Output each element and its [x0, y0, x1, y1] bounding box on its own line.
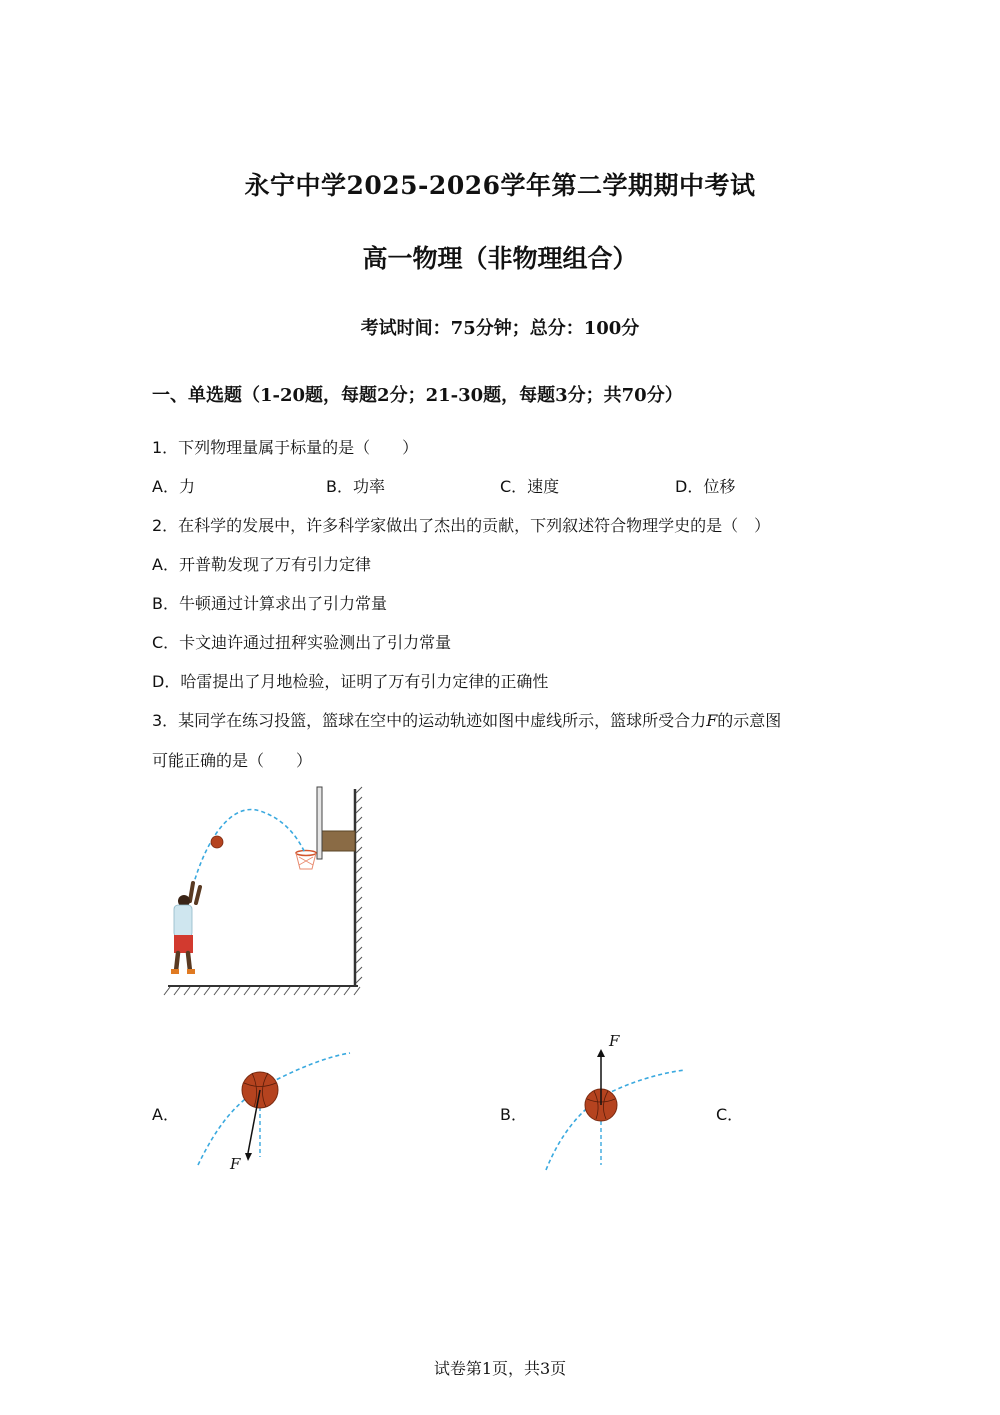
question-2-option-c: C．卡文迪许通过扭秤实验测出了引力常量 [152, 633, 452, 652]
question-3-option-a-label: A． [152, 1105, 179, 1124]
backboard-support [320, 831, 355, 851]
page-footer: 试卷第1页，共3页 [433, 1359, 567, 1378]
backboard [317, 787, 322, 859]
ball-trajectory [193, 810, 305, 886]
option-b-force-diagram [540, 1025, 700, 1180]
question-1-option-b: B．功率 [326, 477, 385, 496]
wall-hatching [356, 787, 362, 983]
question-3-option-b-label: B． [500, 1105, 527, 1124]
player-figure [171, 883, 200, 974]
question-3-stem-part1: 3．某同学在练习投篮，篮球在空中的运动轨迹如图中虚线所示，篮球所受合力 [152, 711, 707, 730]
section-heading: 一、单选题（1-20题，每题2分；21-30题，每题3分；共70分） [152, 385, 683, 406]
question-2-option-d: D．哈雷提出了月地检验，证明了万有引力定律的正确性 [152, 672, 549, 691]
basketball-scene-figure [160, 783, 370, 1003]
question-2-option-a: A．开普勒发现了万有引力定律 [152, 555, 371, 574]
exam-title: 永宁中学2025-2026学年第二学期期中考试 [244, 171, 756, 200]
question-3-option-c-label: C． [716, 1105, 744, 1124]
exam-subtitle: 高一物理（非物理组合） [362, 244, 638, 273]
force-arrowhead [245, 1153, 252, 1161]
question-2-option-b: B．牛顿通过计算求出了引力常量 [152, 594, 387, 613]
force-symbol: F [706, 711, 718, 730]
force-label: F [230, 1155, 241, 1173]
hoop-rim [296, 851, 316, 856]
question-3-stem-line2: 可能正确的是（ ） [152, 751, 313, 770]
force-arrowhead [597, 1049, 605, 1057]
basketball [211, 836, 223, 848]
ground-hatching [164, 987, 360, 995]
force-label: F [609, 1032, 620, 1050]
exam-info: 考试时间：75分钟；总分：100分 [360, 318, 640, 339]
hoop-net-mesh [299, 857, 313, 865]
trajectory-curve [198, 1053, 350, 1165]
question-1-option-c: C．速度 [500, 477, 560, 496]
option-a-force-diagram [190, 1045, 360, 1180]
trajectory-curve [546, 1070, 685, 1170]
question-2-stem: 2．在科学的发展中，许多科学家做出了杰出的贡献，下列叙述符合物理学史的是（ ） [152, 516, 771, 535]
question-3-stem-part2: 的示意图 [717, 711, 782, 730]
question-3-stem [152, 710, 781, 732]
question-1-option-d: D．位移 [675, 477, 736, 496]
question-1-option-a: A．力 [152, 477, 195, 496]
question-1-stem: 1．下列物理量属于标量的是（ ） [152, 438, 419, 457]
